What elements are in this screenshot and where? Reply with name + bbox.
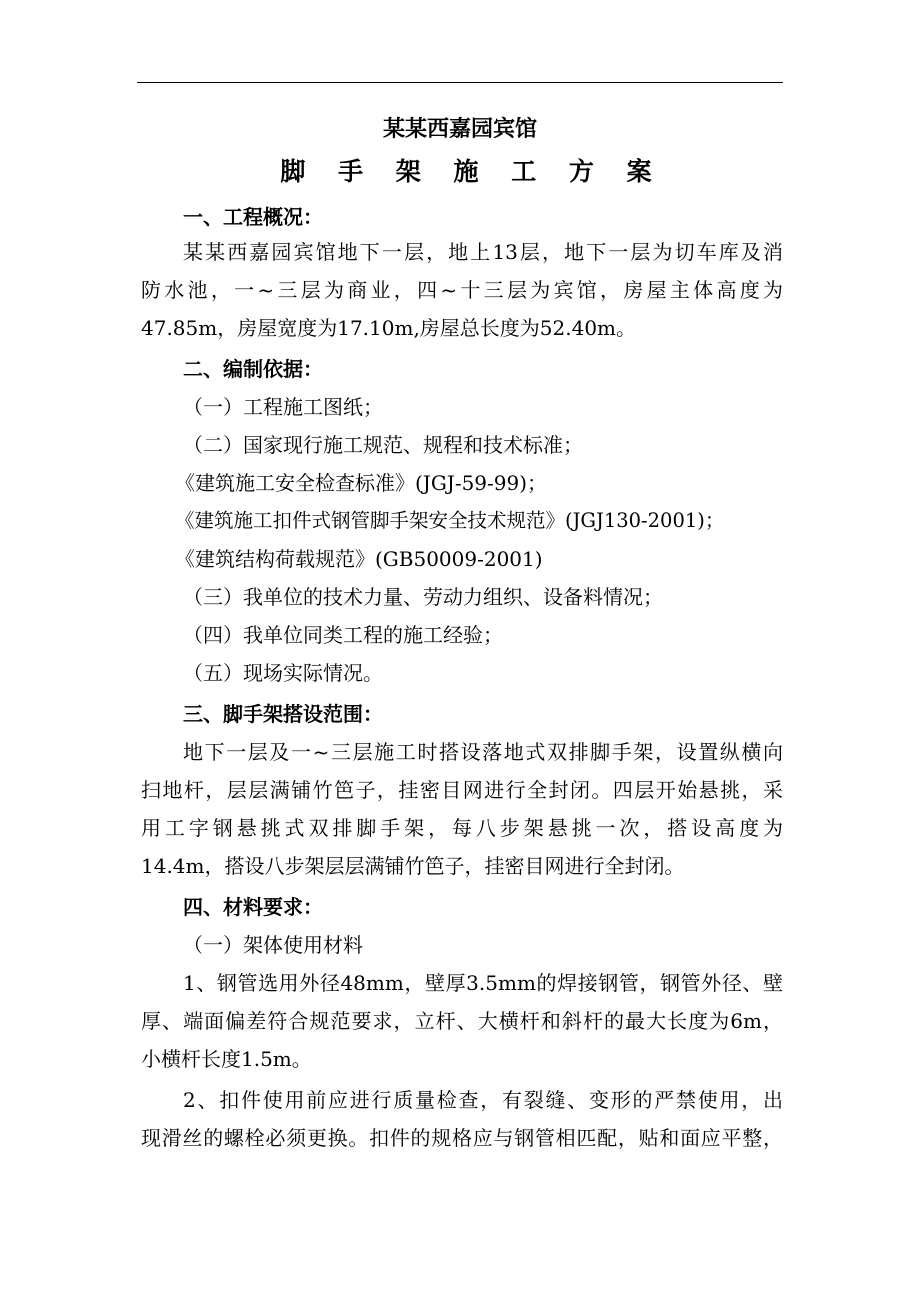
list-item: 《建筑施工安全检查标准》(JGJ-59-99)； [175,471,548,495]
list-item: 《建筑结构荷载规范》(GB50009-2001) [175,547,543,571]
paragraph-line: 防水池，一~三层为商业，四~十三层为宾馆，房屋主体高度为 [141,278,783,302]
list-item: （四）我单位同类工程的施工经验； [183,623,503,647]
list-item: （一）工程施工图纸； [183,395,383,419]
list-item: 《建筑施工扣件式钢管脚手架安全技术规范》(JGJ130-2001)； [175,509,725,532]
paragraph-line: 扫地杆，层层满铺竹笆子，挂密目网进行全封闭。四层开始悬挑，采 [141,778,783,802]
subheading: （一）架体使用材料 [183,933,363,957]
paragraph-line: 现滑丝的螺栓必须更换。扣件的规格应与钢管相匹配，贴和面应平整， [141,1126,783,1150]
list-item: （五）现场实际情况。 [183,661,383,685]
section-heading-4: 四、材料要求： [183,895,323,919]
paragraph-line: 1、钢管选用外径48mm，壁厚3.5mm的焊接钢管，钢管外径、壁 [183,971,783,995]
paragraph-line: 小横杆长度1.5m。 [141,1047,312,1071]
section-heading-2: 二、编制依据： [183,357,323,381]
section-heading-3: 三、脚手架搭设范围： [183,702,383,726]
section-heading-1: 一、工程概况： [183,205,323,229]
paragraph-line: 用工字钢悬挑式双排脚手架，每八步架悬挑一次，搭设高度为 [141,816,783,840]
list-item: （三）我单位的技术力量、劳动力组织、设备料情况； [183,585,663,609]
paragraph-line: 地下一层及一~三层施工时搭设落地式双排脚手架，设置纵横向 [183,740,783,764]
paragraph-line: 2、扣件使用前应进行质量检查，有裂缝、变形的严禁使用，出 [183,1088,783,1112]
document-title: 某某西嘉园宾馆 [382,116,537,142]
document-subtitle: 脚 手 架 施 工 方 案 [280,157,664,186]
paragraph-line: 某某西嘉园宾馆地下一层，地上13层，地下一层为切车库及消 [183,240,783,264]
list-item: （二）国家现行施工规范、规程和技术标准； [183,433,583,457]
paragraph-line: 14.4m，搭设八步架层层满铺竹笆子，挂密目网进行全封闭。 [141,854,685,878]
header-rule [137,82,783,83]
paragraph-line: 厚、端面偏差符合规范要求，立杆、大横杆和斜杆的最大长度为6m， [141,1009,783,1033]
paragraph-line: 47.85m，房屋宽度为17.10m,房屋总长度为52.40m。 [141,316,637,340]
